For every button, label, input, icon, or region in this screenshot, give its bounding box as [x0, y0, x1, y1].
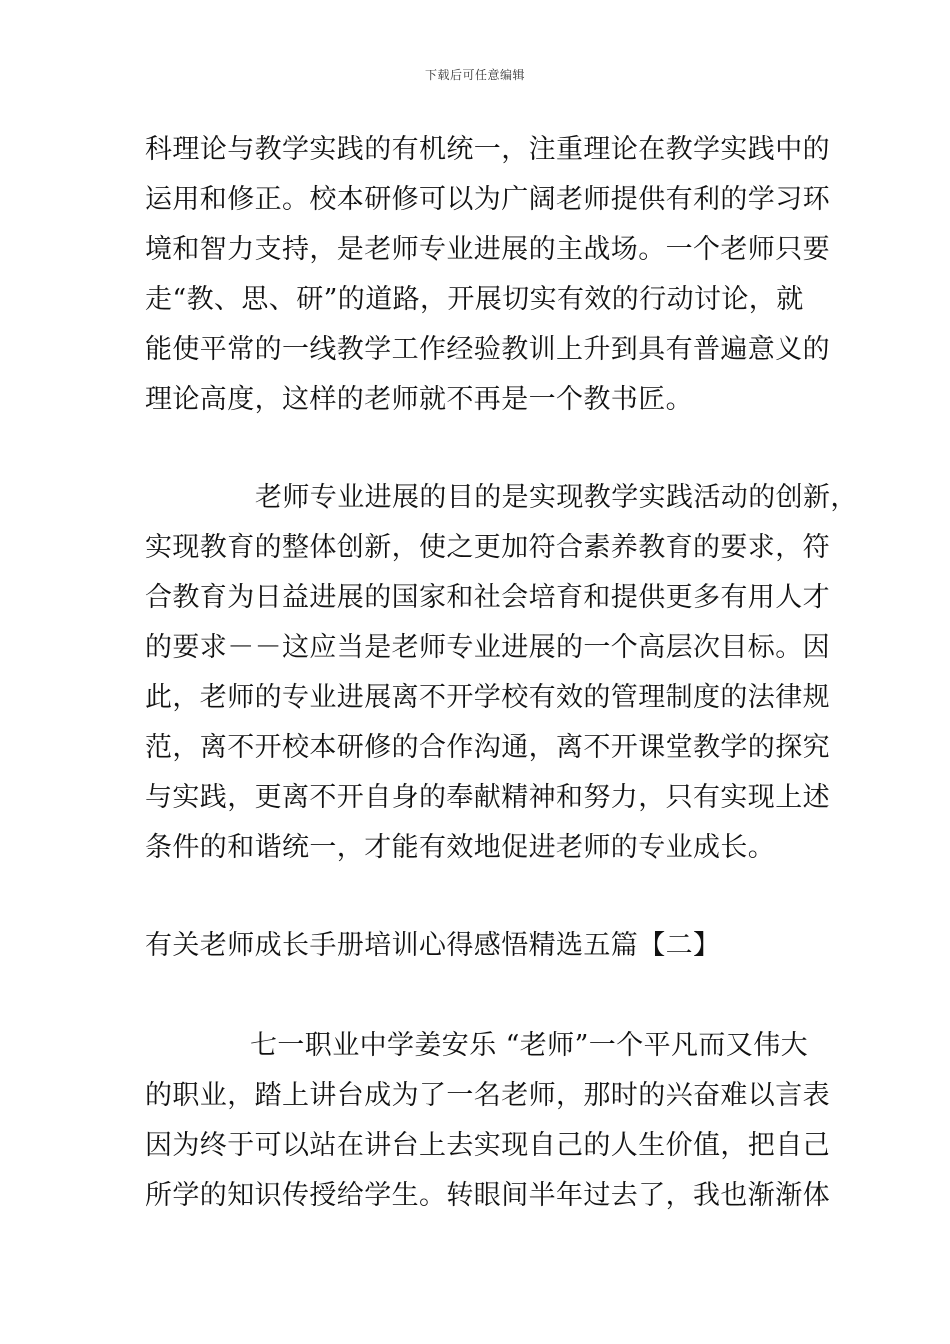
text-line-indented: 七一职业中学姜安乐 “老师”一个平凡而又伟大 [250, 1030, 808, 1061]
text-line: 范，离不开校本研修的合作沟通，离不开课堂教学的探究 [145, 732, 830, 763]
page-header: 下载后可任意编辑 [424, 68, 525, 82]
text-line: 走“教、思、研”的道路，开展切实有效的行动讨论，就 [145, 284, 804, 315]
text-line: 所学的知识传授给学生。转眼间半年过去了，我也渐渐体 [145, 1180, 830, 1211]
section-heading: 有关老师成长手册培训心得感悟精选五篇【二】 [145, 930, 721, 961]
text-line: 实现教育的整体创新，使之更加符合素养教育的要求，符 [145, 532, 830, 563]
text-line: 合教育为日益进展的国家和社会培育和提供更多有用人才 [145, 582, 830, 613]
text-line: 运用和修正。校本研修可以为广阔老师提供有利的学习环 [145, 184, 830, 215]
text-line: 境和智力支持，是老师专业进展的主战场。一个老师只要 [145, 234, 830, 265]
text-line: 与实践，更离不开自身的奉献精神和努力，只有实现上述 [145, 782, 830, 813]
text-line: 条件的和谐统一，才能有效地促进老师的专业成长。 [145, 832, 776, 863]
text-line: 能使平常的一线教学工作经验教训上升到具有普遍意义的 [145, 334, 830, 365]
text-line-indented: 老师专业进展的目的是实现教学实践活动的创新， [255, 482, 858, 513]
text-line: 此，老师的专业进展离不开学校有效的管理制度的法律规 [145, 682, 830, 713]
text-line: 的要求－－这应当是老师专业进展的一个高层次目标。因 [145, 632, 830, 663]
text-line: 的职业，踏上讲台成为了一名老师，那时的兴奋难以言表 [145, 1080, 830, 1111]
text-line: 理论高度，这样的老师就不再是一个教书匠。 [145, 384, 693, 415]
text-line: 科理论与教学实践的有机统一，注重理论在教学实践中的 [145, 134, 830, 165]
text-line: 因为终于可以站在讲台上去实现自己的人生价值，把自己 [145, 1130, 830, 1161]
